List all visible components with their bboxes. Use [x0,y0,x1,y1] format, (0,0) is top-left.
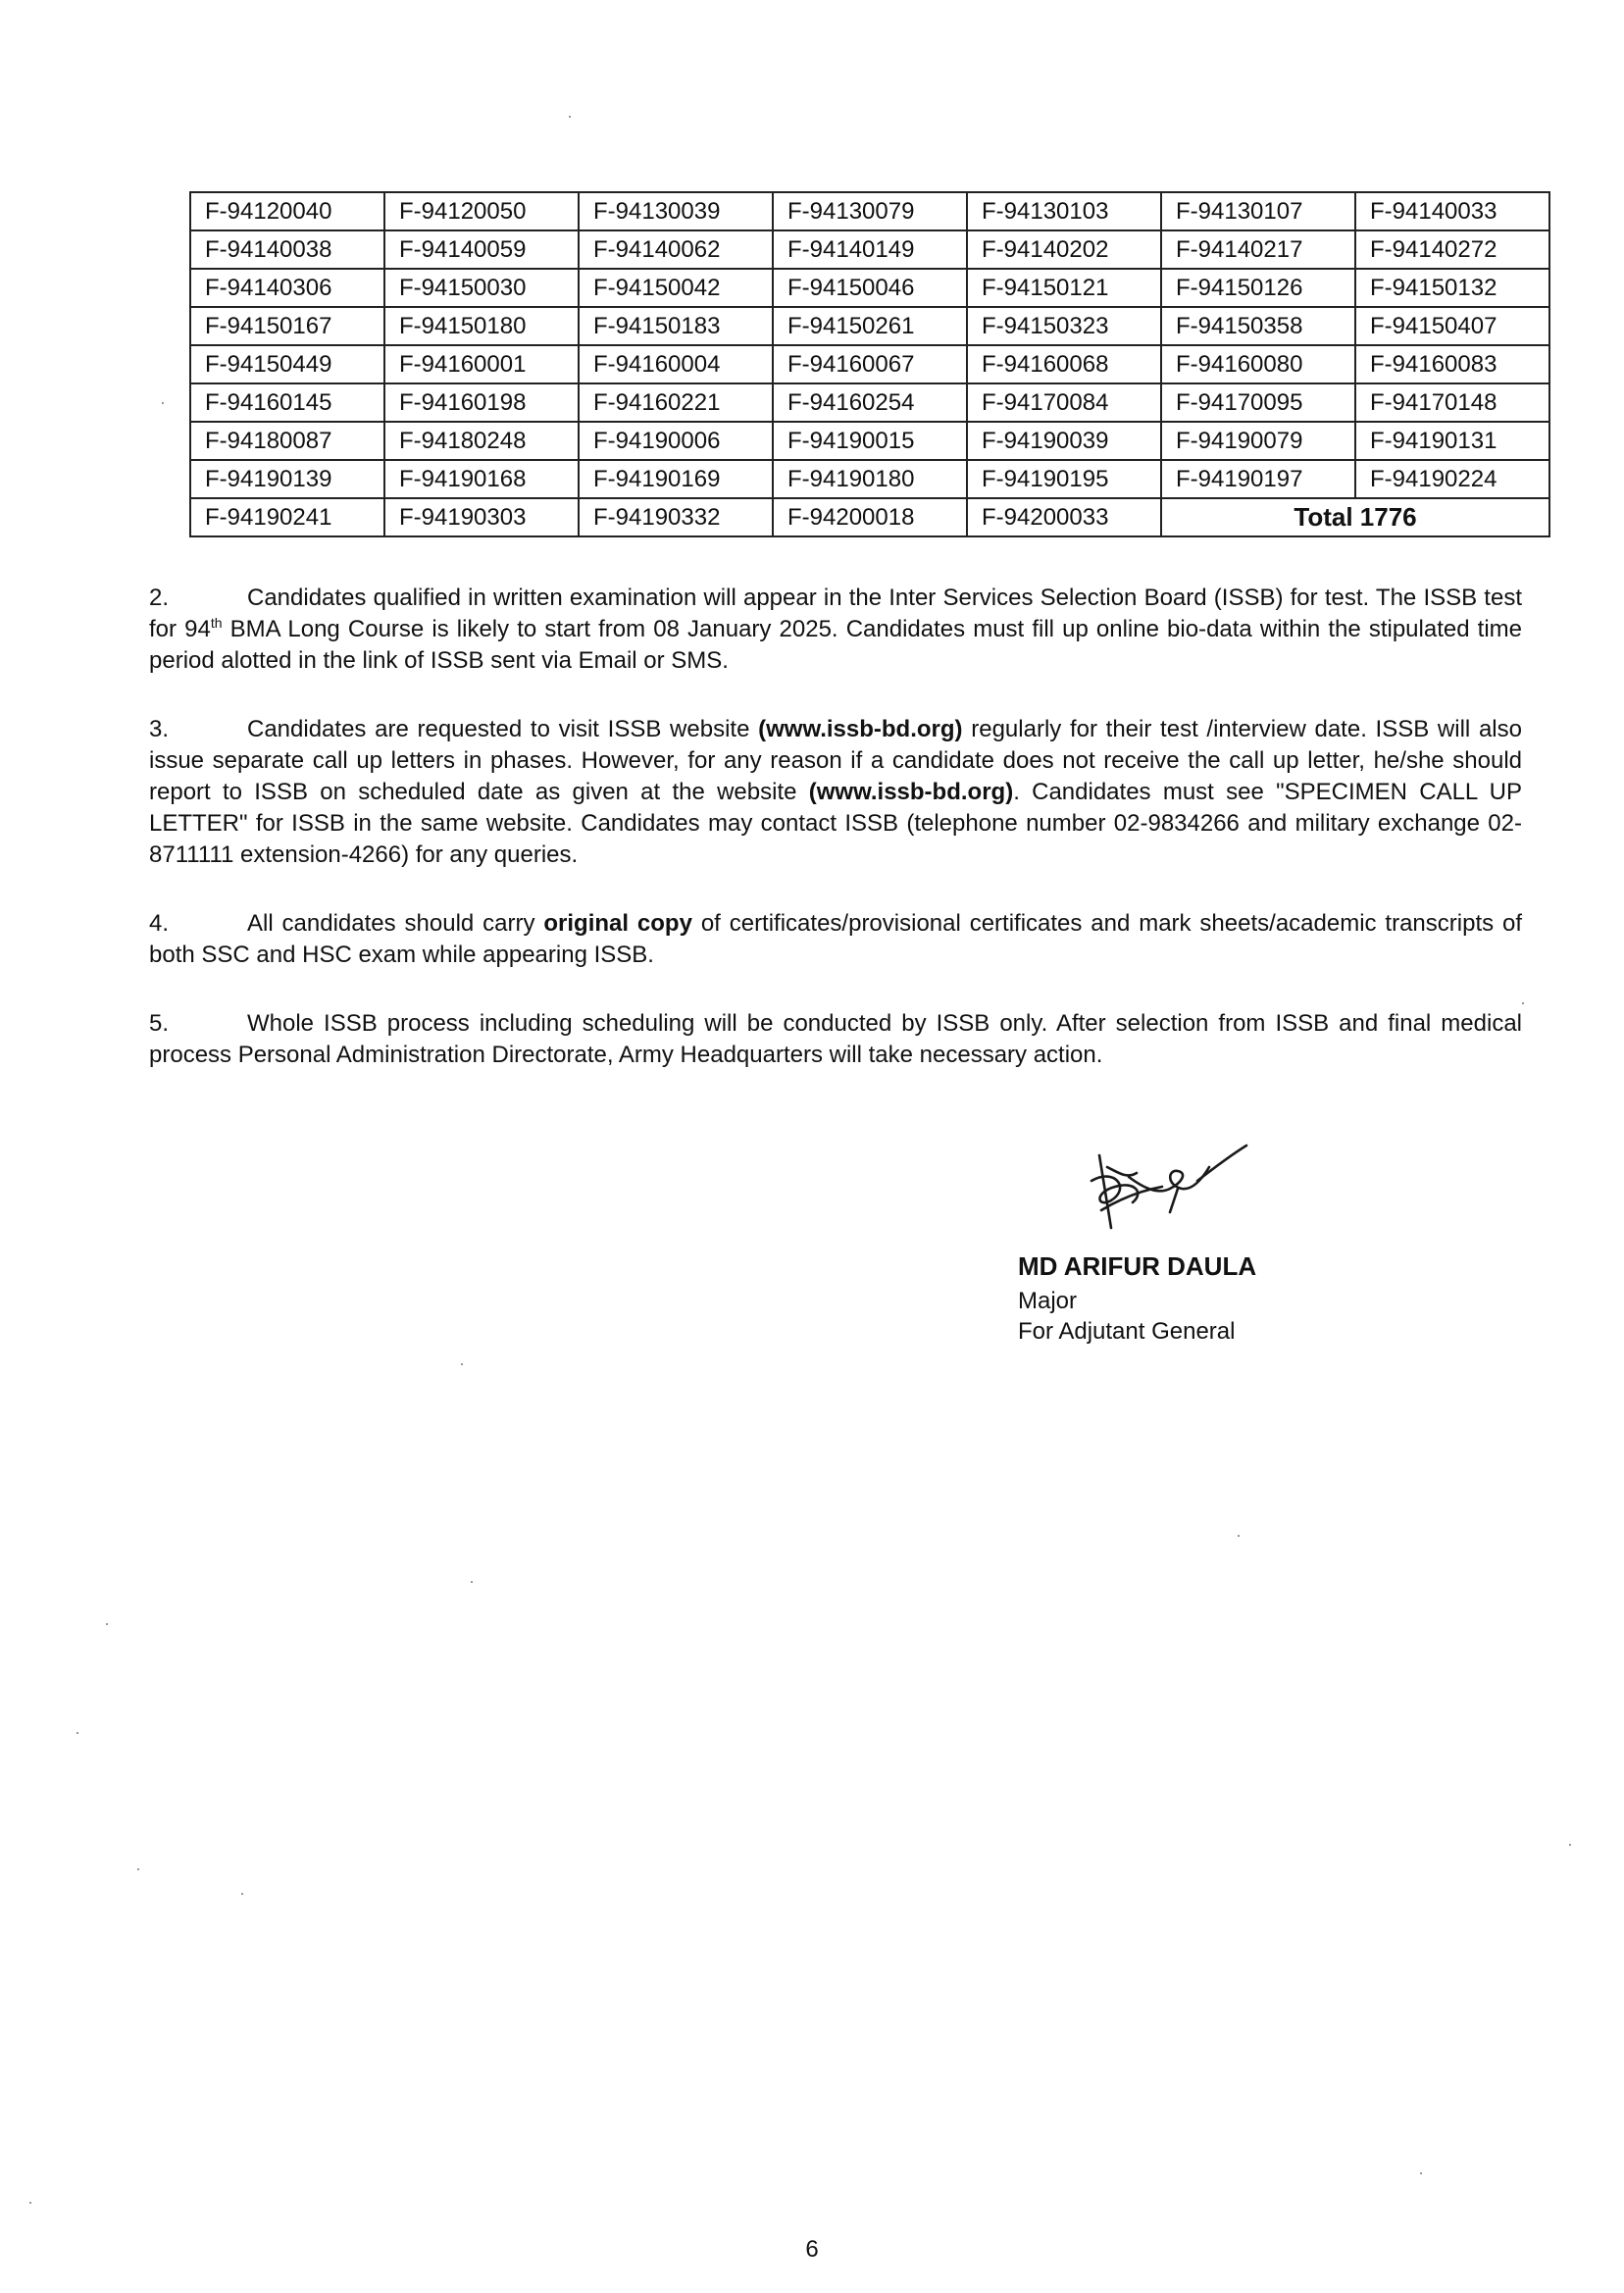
roll-number-cell: F-94160145 [190,383,384,422]
roll-number-cell: F-94130107 [1161,192,1355,230]
roll-number-cell: F-94140149 [773,230,967,269]
table-row [190,498,1549,536]
scan-speck [1522,1002,1524,1004]
roll-number-cell: F-94190079 [1161,422,1355,460]
signature-block [1018,1138,1430,1347]
roll-number-cell: F-94190006 [579,422,773,460]
roll-number-cell: F-94150132 [1355,269,1549,307]
roll-number-cell: F-94150046 [773,269,967,307]
roll-number-cell: F-94190169 [579,460,773,498]
roll-number-cell: F-94130039 [579,192,773,230]
roll-number-cell: F-94120040 [190,192,384,230]
roll-number-cell: F-94150183 [579,307,773,345]
scan-speck [162,402,164,404]
paragraph-5: 5. Whole ISSB process including scheduling will be conducted by ISSB only. After selection from ISSB and final medical process Personal Administration Directorate, Army Headquarters will take necessary action. [149,1010,1522,1068]
total-count-cell: Total 1776 [1161,498,1549,536]
roll-number-cell: F-94130079 [773,192,967,230]
scan-speck [1569,1844,1571,1846]
roll-number-cell: F-94170095 [1161,383,1355,422]
roll-number-cell: F-94190180 [773,460,967,498]
roll-number-cell: F-94160198 [384,383,579,422]
signatory-designation: For Adjutant General [1018,1318,1236,1345]
paragraph-number: 3. [149,716,170,742]
roll-number-table [189,191,1550,537]
roll-number-cell: F-94190015 [773,422,967,460]
paragraph-4: 4. All candidates should carry original copy of certificates/provisional certificates and mark sheets/academic transcripts of both SSC and HSC exam while appearing ISSB. [149,910,1523,968]
roll-number-cell: F-94140059 [384,230,579,269]
roll-number-cell: F-94160221 [579,383,773,422]
roll-number-cell: F-94190224 [1355,460,1549,498]
paragraph-number: 2. [149,585,170,611]
roll-number-cell: F-94180087 [190,422,384,460]
roll-number-cell: F-94160080 [1161,345,1355,383]
paragraph-number: 4. [149,910,170,937]
roll-number-cell: F-94160254 [773,383,967,422]
issb-website-link[interactable]: (www.issb-bd.org) [758,716,963,742]
table-row [190,230,1549,269]
signatory-rank: Major [1018,1288,1078,1314]
roll-number-cell: F-94190197 [1161,460,1355,498]
roll-number-cell: F-94120050 [384,192,579,230]
issb-website-link[interactable]: (www.issb-bd.org) [808,779,1014,805]
roll-number-cell: F-94140038 [190,230,384,269]
roll-number-cell: F-94160083 [1355,345,1549,383]
roll-number-cell: F-94150167 [190,307,384,345]
table-row [190,192,1549,230]
scan-speck [137,1868,139,1870]
roll-number-cell: F-94140033 [1355,192,1549,230]
roll-number-cell: F-94190195 [967,460,1161,498]
roll-number-cell: F-94150449 [190,345,384,383]
paragraph-3: 3. Candidates are requested to visit ISSB website (www.issb-bd.org) regularly for their test /interview date. ISSB will also issue separate call up letters in phases. However, for any reason if a candidate does not receive the call up letter, he/she should report to ISSB on scheduled date as given at the website (www.issb-bd.org). Candidates must see "SPECIMEN CALL UP LETTER" for ISSB in the same website. Candidates may contact ISSB (telephone number 02-9834266 and military exchange 02-8711111 extension-4266) for any queries. [149,716,1522,868]
scan-speck [1420,2172,1422,2174]
scan-speck [106,1623,108,1625]
roll-number-cell: F-94160004 [579,345,773,383]
table-row [190,345,1549,383]
page-number: 6 [805,2236,819,2263]
table-row [190,307,1549,345]
signatory-name: MD ARIFUR DAULA [1018,1251,1257,1281]
roll-number-cell: F-94190168 [384,460,579,498]
roll-number-cell: F-94190332 [579,498,773,536]
roll-number-cell: F-94150323 [967,307,1161,345]
table-row [190,422,1549,460]
paragraph-number: 5. [149,1010,170,1037]
scan-speck [29,2202,31,2204]
roll-number-cell: F-94160068 [967,345,1161,383]
roll-number-cell: F-94150407 [1355,307,1549,345]
roll-number-cell: F-94190241 [190,498,384,536]
scan-speck [471,1581,473,1583]
roll-number-cell: F-94150030 [384,269,579,307]
paragraph-2: 2. Candidates qualified in written examination will appear in the Inter Services Selection Board (ISSB) for test. The ISSB test for 94th BMA Long Course is likely to start from 08 January 2025. Candidates must fill up online bio-data within the stipulated time period alotted in the link of ISSB sent via Email or SMS. [149,585,1523,674]
roll-number-cell: F-94150126 [1161,269,1355,307]
scan-speck [241,1893,243,1895]
roll-number-cell: F-94140306 [190,269,384,307]
roll-number-cell: F-94150042 [579,269,773,307]
roll-number-cell: F-94160001 [384,345,579,383]
roll-number-cell: F-94140062 [579,230,773,269]
roll-number-cell: F-94140217 [1161,230,1355,269]
roll-number-cell: F-94180248 [384,422,579,460]
roll-number-cell: F-94160067 [773,345,967,383]
roll-number-cell: F-94170084 [967,383,1161,422]
scan-speck [461,1363,463,1365]
roll-number-cell: F-94140202 [967,230,1161,269]
roll-number-cell: F-94150358 [1161,307,1355,345]
scan-speck [569,116,571,118]
roll-number-cell: F-94140272 [1355,230,1549,269]
roll-number-cell: F-94150261 [773,307,967,345]
table-row [190,383,1549,422]
table-row [190,460,1549,498]
roll-number-cell: F-94190039 [967,422,1161,460]
handwritten-signature [1072,1138,1258,1246]
roll-number-cell: F-94170148 [1355,383,1549,422]
scan-speck [76,1732,78,1734]
roll-number-cell: F-94150180 [384,307,579,345]
roll-number-cell: F-94190131 [1355,422,1549,460]
roll-number-cell: F-94190139 [190,460,384,498]
roll-number-cell: F-94200033 [967,498,1161,536]
roll-number-cell: F-94190303 [384,498,579,536]
scan-speck [1238,1535,1240,1537]
table-row [190,269,1549,307]
roll-number-cell: F-94200018 [773,498,967,536]
roll-number-cell: F-94150121 [967,269,1161,307]
roll-number-cell: F-94130103 [967,192,1161,230]
